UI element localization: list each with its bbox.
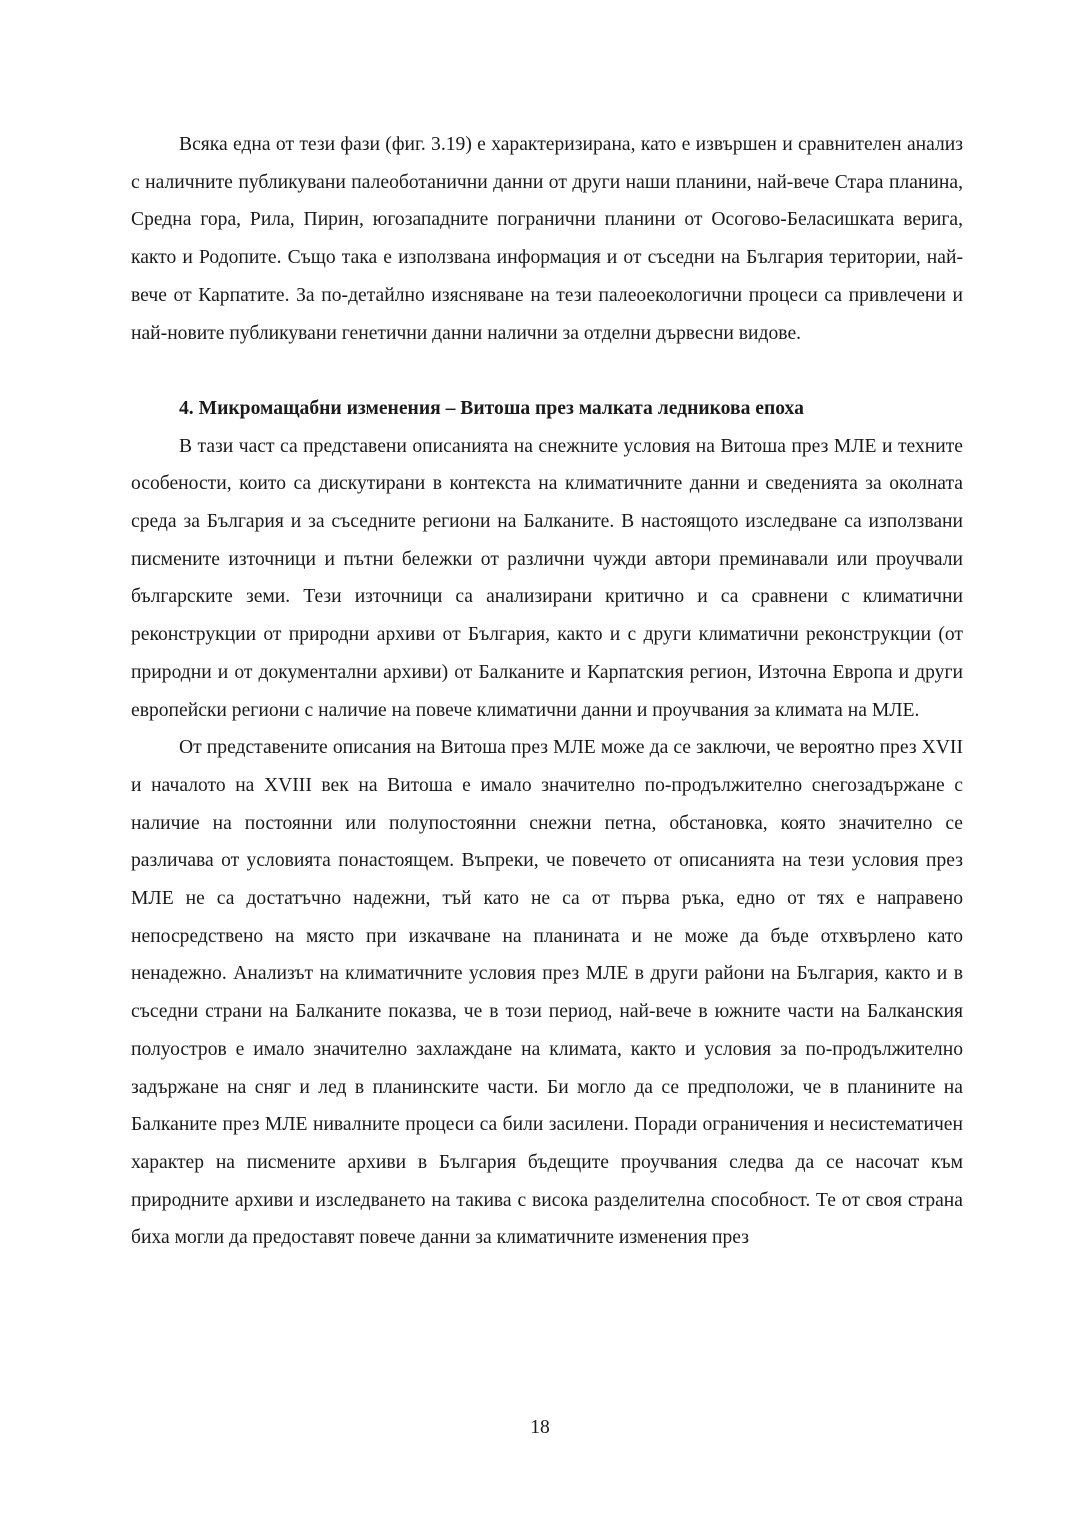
body-paragraph-sources: В тази част са представени описанията на снежните условия на Витоша през МЛЕ и техните особености, които са дискутирани в контекста на климатичните данни и сведенията за околната среда за България и за съседните региони на Балканите. В настоящото изследване са използвани писмените източници и пътни бележки от различни чужди автори преминавали или проучвали българските земи. Тези източници са анализирани критично и са сравнени с климатични реконструкции от природни архиви от България, както и с други климатични реконструкции (от природни и от документални архиви) от Балканите и Карпатския регион, Източна Европа и други европейски региони с наличие на повече климатични данни и проучвания за климата на МЛЕ. — [131, 435, 963, 721]
page-number: 18 — [530, 1417, 550, 1438]
section-spacer — [131, 352, 963, 390]
section-heading: 4. Микромащабни изменения – Витоша през малката ледникова епоха — [179, 397, 804, 419]
body-paragraph-conclusions: От представените описания на Витоша през МЛЕ може да се заключи, че вероятно през XVII и началото на XVIII век на Витоша е имало значително по-продължително снегозадържане с наличие на постоянни или полупостоянни снежни петна, обстановка, която значително се различава от условията понастоящем. Въпреки, че повечето от описанията на тези условия през МЛЕ не са достатъчно надежни, тъй като не са от първа ръка, едно от тях е направено непосредствено на място при изкачване на планината и не може да бъде отхвърлено като ненадежно. Анализът на климатичните условия през МЛЕ в други райони на България, както и в съседни страни на Балканите показва, че в този период, най-вече в южните части на Балканския полуостров е имало значително захлаждане на климата, както и условия за по-продължително задържане на сняг и лед в планинските части. Би могло да се предположи, че в планините на Балканите през МЛЕ нивалните процеси са били засилени. Поради ограничения и несистематичен характер на писмените архиви в България бъдещите проучвания следва да се насочат към природните архиви и изследването на такива с висока разделителна способност. Те от своя страна биха могли да предоставят повече данни за климатичните изменения през — [131, 737, 963, 1249]
body-paragraph-phases: Всяка една от тези фази (фиг. 3.19) е характеризирана, като е извършен и сравнителен анализ с наличните публикувани палеоботанични данни от други наши планини, най-вече Стара планина, Средна гора, Рила, Пирин, югозападните погранични планини от Осогово-Беласишката верига, както и Родопите. Също така е използвана информация и от съседни на България територии, най-вече от Карпатите. За по-детайлно изясняване на тези палеоекологични процеси са привлечени и най-новите публикувани генетични данни налични за отделни дървесни видове. — [131, 134, 963, 344]
document-page — [131, 126, 963, 1257]
